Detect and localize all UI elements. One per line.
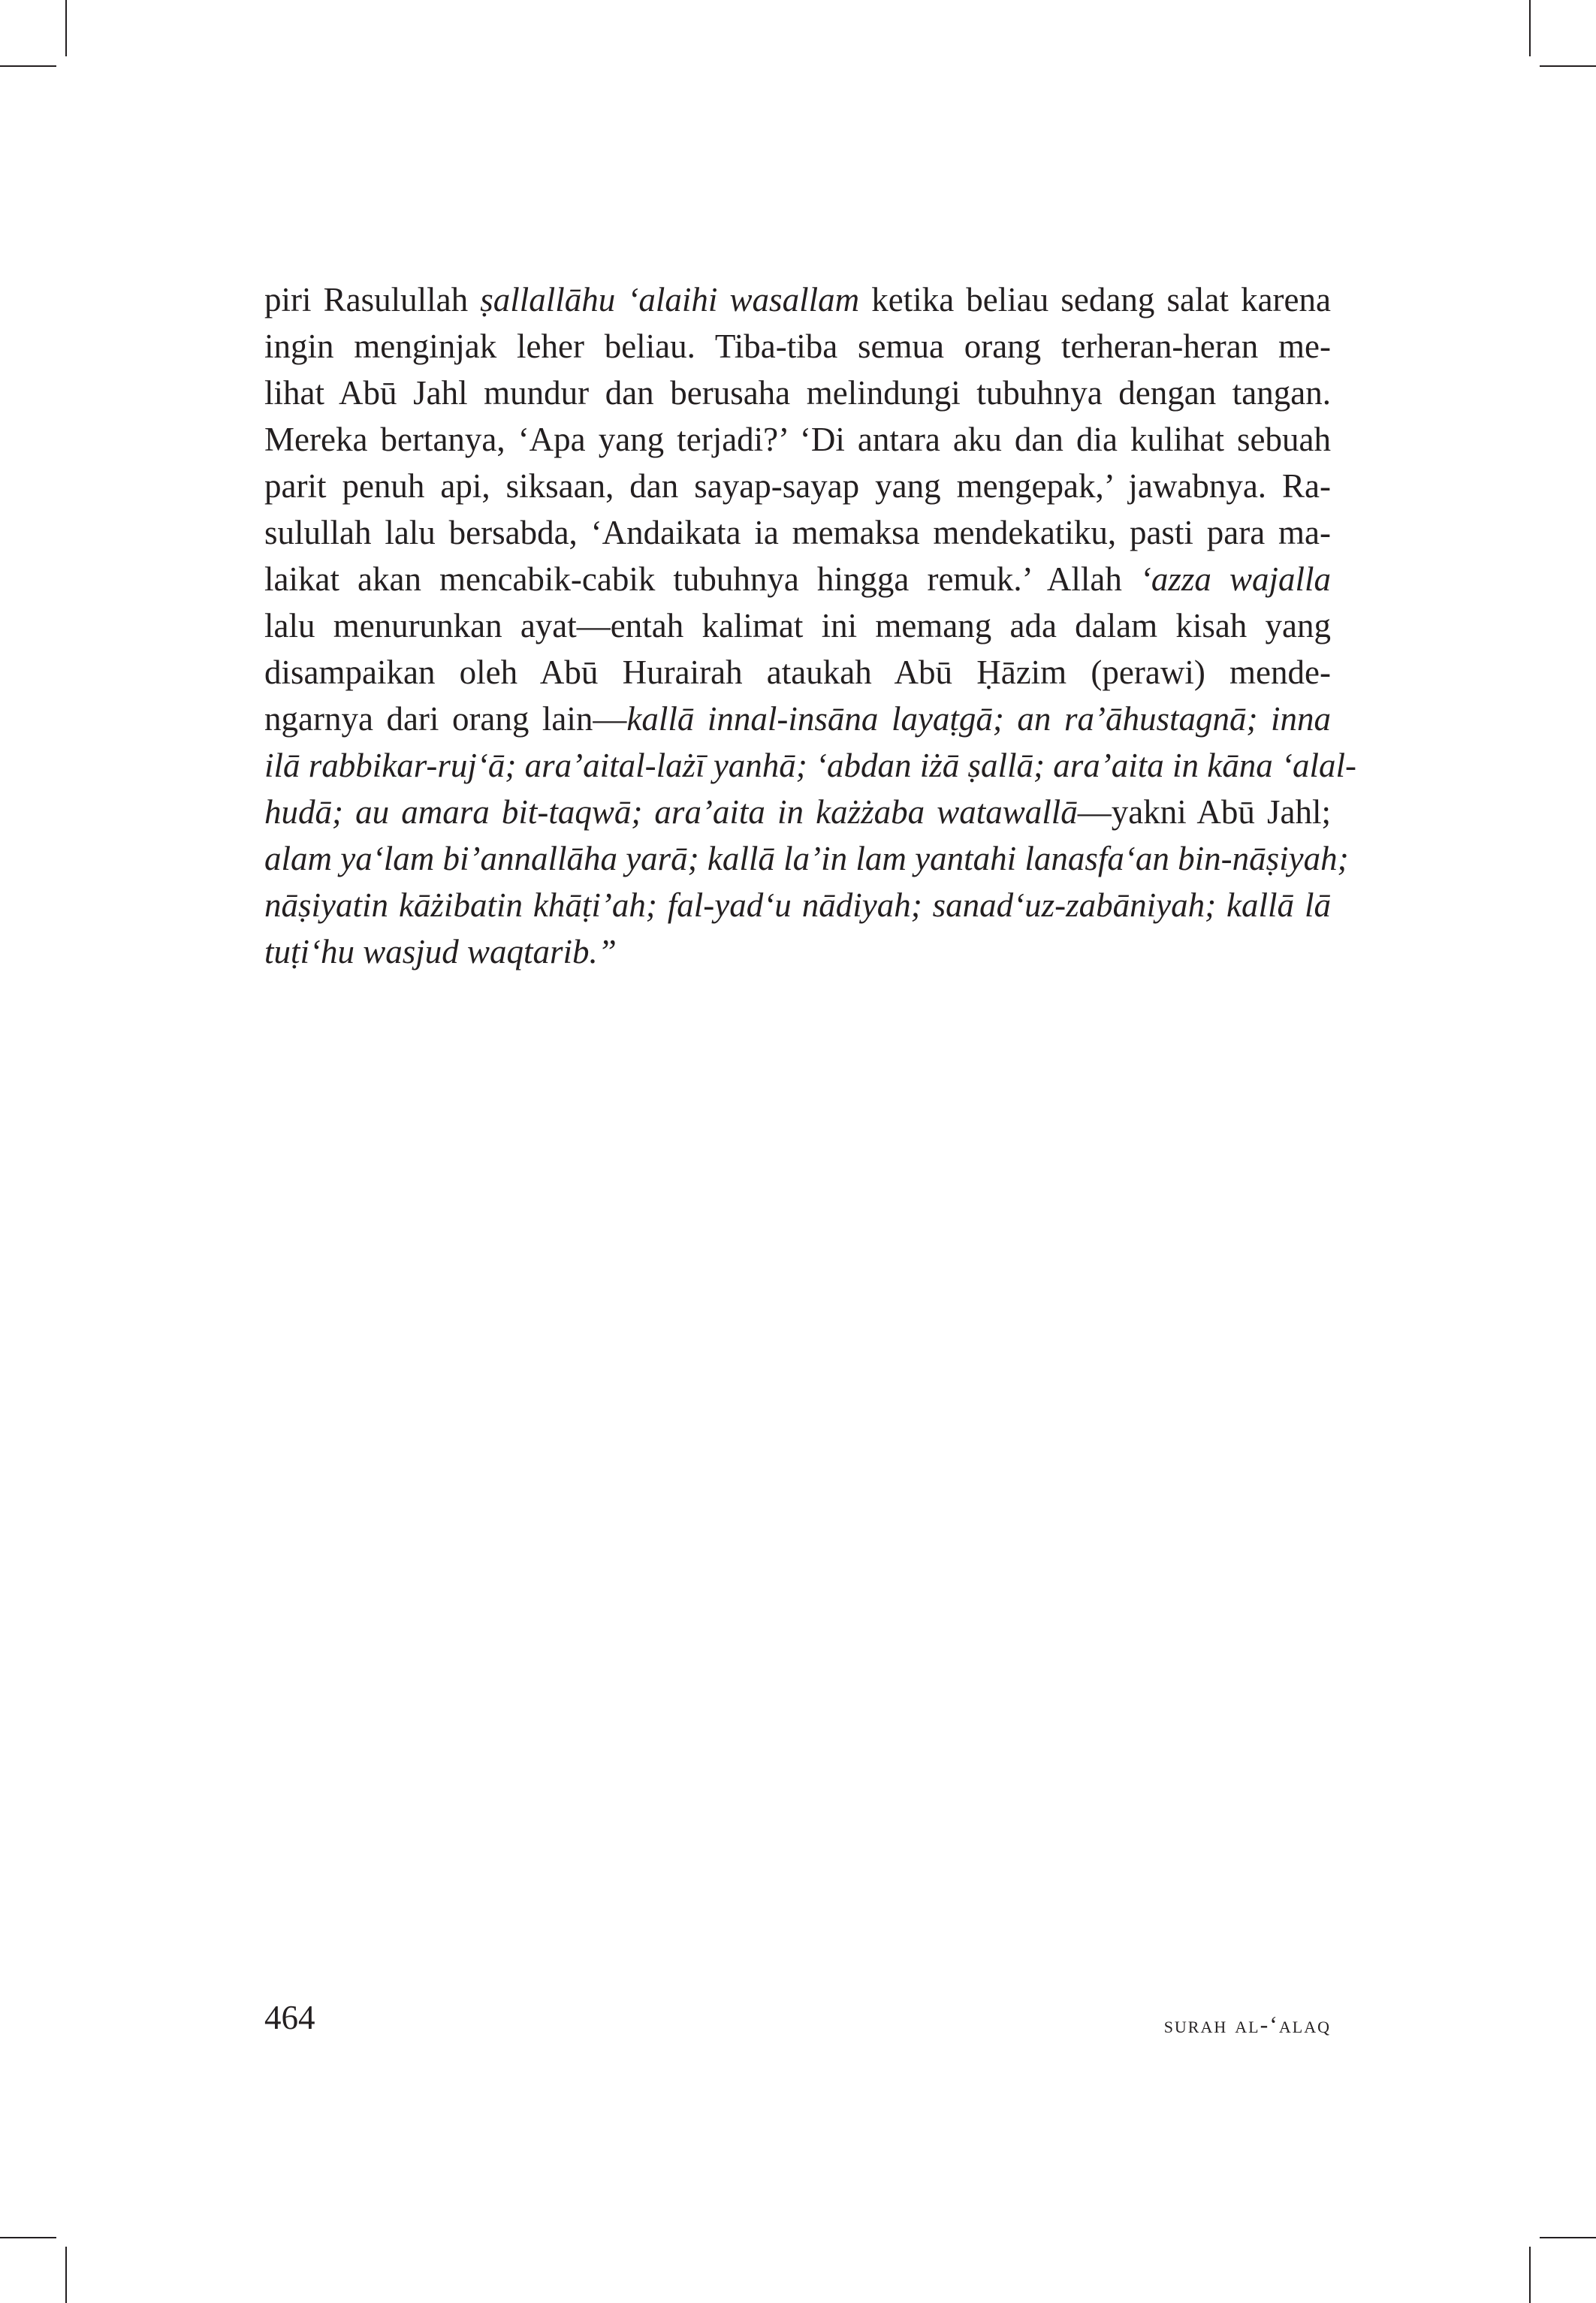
text-line: hudā; au amara bit-taqwā; ara’aita in każżaba watawallā—yakni Abū Jahl;: [264, 793, 1331, 831]
text-line: lihat Abū Jahl mundur dan berusaha melindungi tubuhnya dengan tangan.: [264, 374, 1331, 412]
crop-mark-bottom-left-horizontal: [0, 2237, 56, 2238]
text-line: lalu menurunkan ayat—entah kalimat ini memang ada dalam kisah yang: [264, 607, 1331, 644]
text-line: piri Rasulullah ṣallallāhu ‘alaihi wasallam ketika beliau sedang salat karena: [264, 281, 1331, 318]
text-line: ingin menginjak leher beliau. Tiba-tiba semua orang terheran-heran me-: [264, 327, 1331, 365]
text-line: alam ya‘lam bi’annallāha yarā; kallā la’in lam yantahi lanasfa‘an bin-nāṣiyah;: [264, 840, 1349, 877]
crop-mark-top-right-horizontal: [1540, 65, 1596, 67]
crop-mark-bottom-right-horizontal: [1540, 2237, 1596, 2238]
crop-mark-bottom-left-vertical: [65, 2247, 67, 2303]
text-line: ngarnya dari orang lain—kallā innal-insāna layaṭgā; an ra’āhustagnā; inna: [264, 700, 1331, 738]
text-line: parit penuh api, siksaan, dan sayap-sayap yang mengepak,’ jawabnya. Ra-: [264, 467, 1331, 505]
text-line: nāṣiyatin kāżibatin khāṭi’ah; fal-yad‘u nādiyah; sanad‘uz-zabāniyah; kallā lā: [264, 886, 1331, 924]
crop-mark-top-left-vertical: [65, 0, 67, 56]
running-title: surah al-‘alaq: [1163, 2011, 1331, 2038]
page-number: 464: [264, 1999, 315, 2036]
crop-mark-bottom-right-vertical: [1529, 2247, 1531, 2303]
text-line: disampaikan oleh Abū Hurairah ataukah Abū Ḥāzim (perawi) mende-: [264, 653, 1331, 691]
body-paragraph: [264, 276, 1356, 975]
text-line: laikat akan mencabik-cabik tubuhnya hingga remuk.’ Allah ‘azza wajalla: [264, 560, 1331, 598]
text-line: Mereka bertanya, ‘Apa yang terjadi?’ ‘Di antara aku dan dia kulihat sebuah: [264, 421, 1331, 458]
text-line: tuṭi‘hu wasjud waqtarib.”: [264, 933, 617, 970]
text-line: ilā rabbikar-ruj‘ā; ara’aital-lażī yanhā; ‘abdan iżā ṣallā; ara’aita in kāna ‘alal-: [264, 747, 1356, 784]
crop-mark-top-right-vertical: [1529, 0, 1531, 56]
crop-mark-top-left-horizontal: [0, 65, 56, 67]
text-line: sulullah lalu bersabda, ‘Andaikata ia memaksa mendekatiku, pasti para ma-: [264, 514, 1331, 551]
